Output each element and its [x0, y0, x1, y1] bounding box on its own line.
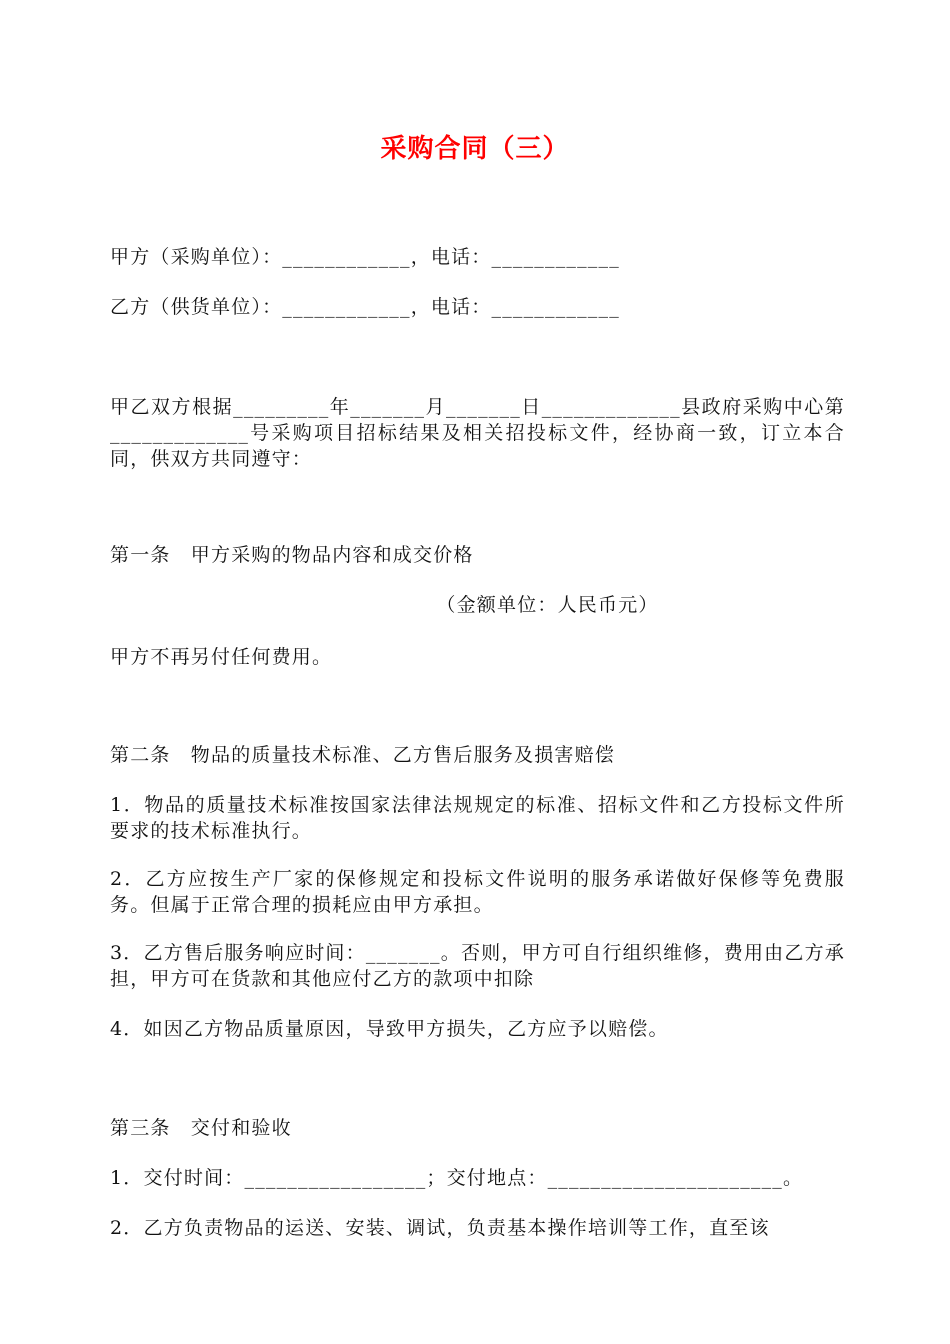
article3-item-1: 1．交付时间：_________________；交付地点：______________________。 — [110, 1167, 804, 1189]
article2-heading: 第二条 物品的质量技术标准、乙方售后服务及损害赔偿 — [110, 744, 616, 766]
party-b-line: 乙方（供货单位）：____________，电话：____________ — [110, 296, 620, 318]
amount-unit-note: （金额单位：人民币元） — [436, 594, 659, 616]
article3-heading: 第三条 交付和验收 — [110, 1117, 292, 1139]
article2-item-1: 1．物品的质量技术标准按国家法律法规规定的标准、招标文件和乙方投标文件所要求的技术标准执行。 — [110, 794, 845, 842]
article1-note: 甲方不再另付任何费用。 — [110, 646, 333, 668]
article2-item-4: 4．如因乙方物品质量原因，导致甲方损失，乙方应予以赔偿。 — [110, 1018, 669, 1040]
intro-paragraph: 甲乙双方根据_________年_______月_______日_____________县政府采购中心第_____________号采购项目招标结果及相关招投标文件，经协商一致，订立本合同，供双方共同遵守： — [110, 396, 845, 470]
document-title: 采购合同（三） — [380, 134, 570, 164]
party-a-line: 甲方（采购单位）：____________，电话：____________ — [110, 246, 620, 268]
article3-item-2: 2．乙方负责物品的运送、安装、调试，负责基本操作培训等工作，直至该 — [110, 1217, 770, 1239]
article1-heading: 第一条 甲方采购的物品内容和成交价格 — [110, 544, 474, 566]
article2-item-2: 2．乙方应按生产厂家的保修规定和投标文件说明的服务承诺做好保修等免费服务。但属于正常合理的损耗应由甲方承担。 — [110, 868, 845, 916]
article2-item-3: 3．乙方售后服务响应时间：_______。否则，甲方可自行组织维修，费用由乙方承担，甲方可在货款和其他应付乙方的款项中扣除 — [110, 942, 845, 990]
